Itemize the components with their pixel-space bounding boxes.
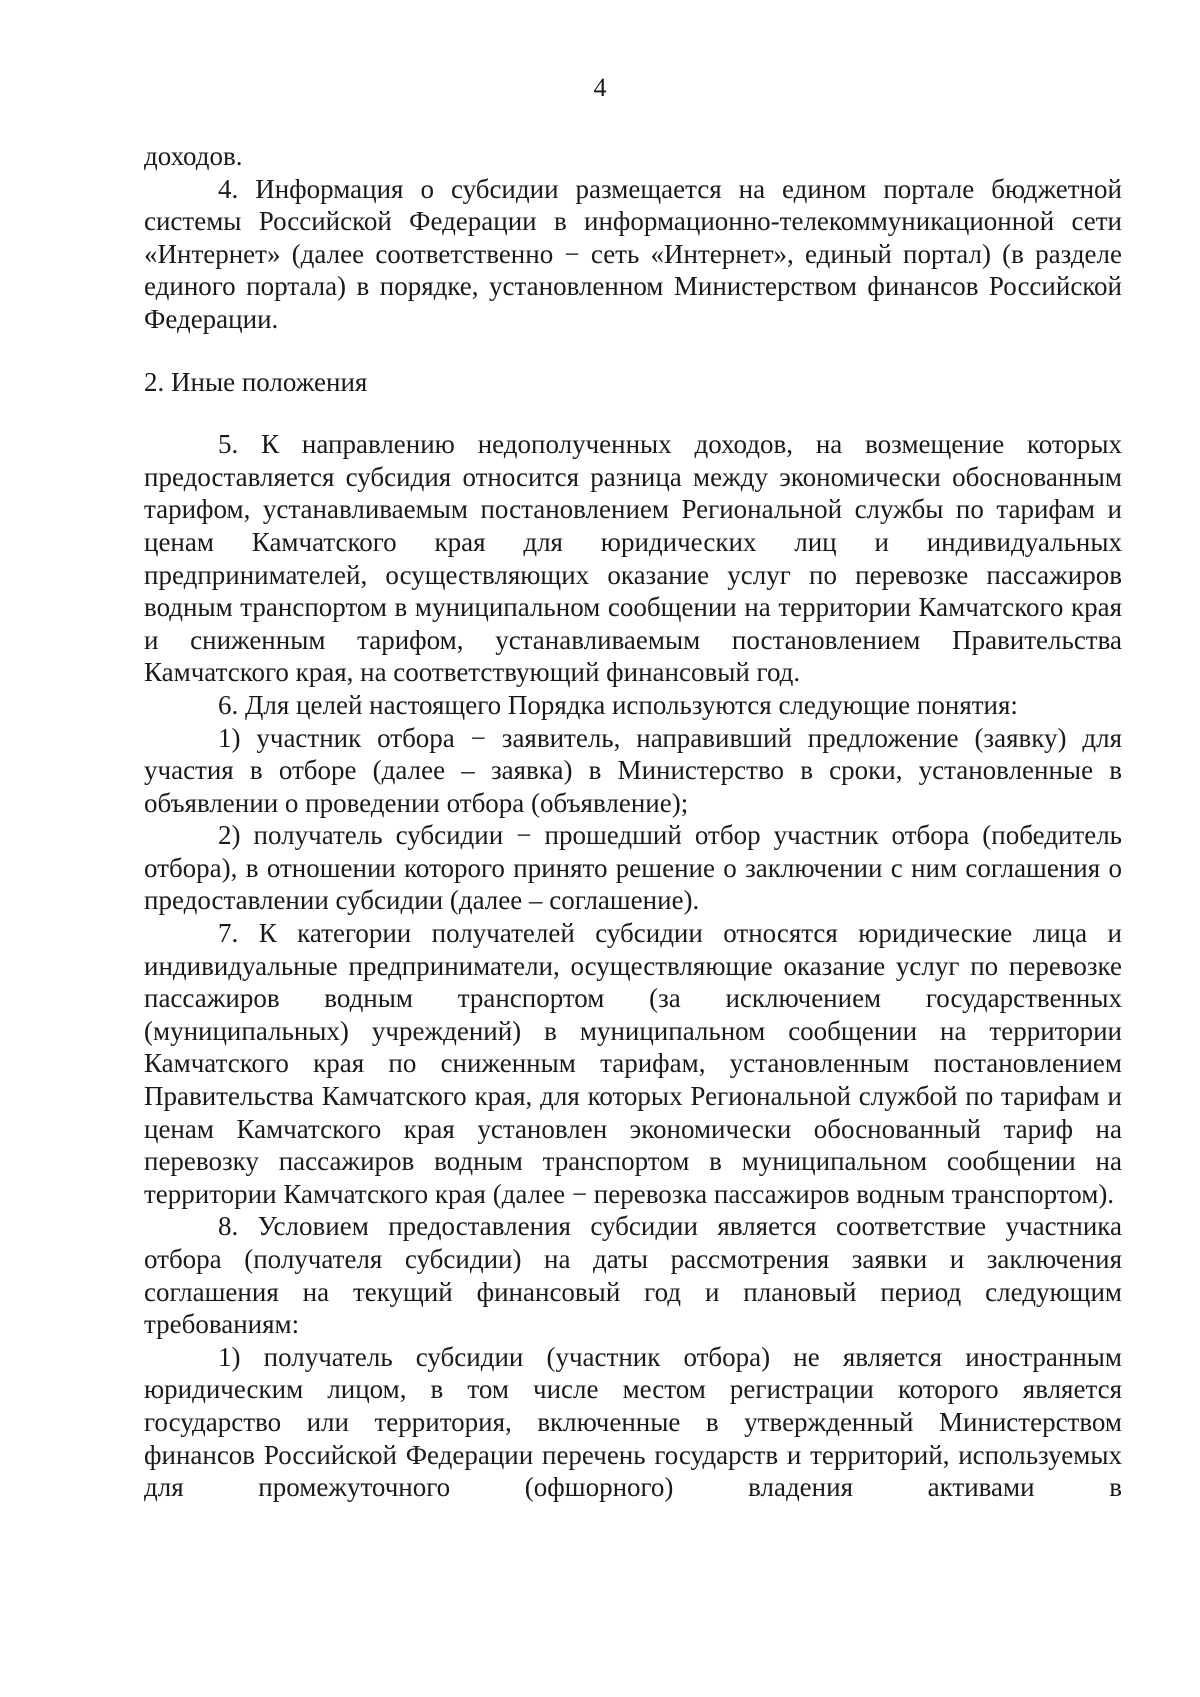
document-body <box>144 140 1122 1504</box>
paragraph-continuation: доходов. <box>144 141 243 171</box>
paragraph-5: 5. К направлению недополученных доходов, на возмещение которых предоставляется субсидия относится разница между экономически обоснованным тарифом, устанавливаемым постановлением Региональной службы по тарифам и ценам Камчатского края для юридических лиц и индивидуальных предпринимателей, осуществляющих оказание услуг по перевозке пассажиров водным транспортом в муниципальном сообщении на территории Камчатского края и сниженным тарифом, устанавливаемым постановлением Правительства Камчатского края, на соответствующий финансовый год. <box>144 429 1122 688</box>
paragraph-6-item-2: 2) получатель субсидии − прошедший отбор участник отбора (победитель отбора), в отношении которого принято решение о заключении с ним соглашения о предоставлении субсидии (далее – соглашение). <box>144 820 1122 916</box>
page-number: 4 <box>593 73 607 102</box>
paragraph-7: 7. К категории получателей субсидии относятся юридические лица и индивидуальные предприниматели, осуществляющие оказание услуг по перевозке пассажиров водным транспортом (за исключением государственных (муниципальных) учреждений) в муниципальном сообщении на территории Камчатского края по сниженным тарифам, установленным постановлением Правительства Камчатского края, для которых Региональной службой по тарифам и ценам Камчатского края установлен экономически обоснованный тариф на перевозку пассажиров водным транспортом в муниципальном сообщении на территории Камчатского края (далее − перевозка пассажиров водным транспортом). <box>144 918 1122 1209</box>
paragraph-8-item-1: 1) получатель субсидии (участник отбора) не является иностранным юридическим лицом, в том числе местом регистрации которого является государство или территория, включенные в утвержденный Министерством финансов Российской Федерации перечень государств и территорий, используемых для промежуточного (офшорного) владения активами в <box>144 1341 1122 1503</box>
paragraph-4: 4. Информация о субсидии размещается на едином портале бюджетной системы Российской Федерации в информационно-телекоммуникационной сети «Интернет» (далее соответственно − сеть «Интернет», единый портал) (в разделе единого портала) в порядке, установленном Министерством финансов Российской Федерации. <box>144 173 1122 334</box>
paragraph-6: 6. Для целей настоящего Порядка используются следующие понятия: <box>218 689 1018 720</box>
paragraph-8: 8. Условием предоставления субсидии является соответствие участника отбора (получателя субсидии) на даты рассмотрения заявки и заключения соглашения на текущий финансовый год и плановый период следующим требованиям: <box>144 1211 1122 1340</box>
section-heading: 2. Иные положения <box>144 366 368 397</box>
paragraph-6-item-1: 1) участник отбора − заявитель, направивший предложение (заявку) для участия в отборе (далее – заявка) в Министерство в сроки, установленные в объявлении о проведении отбора (объявление); <box>144 722 1122 818</box>
